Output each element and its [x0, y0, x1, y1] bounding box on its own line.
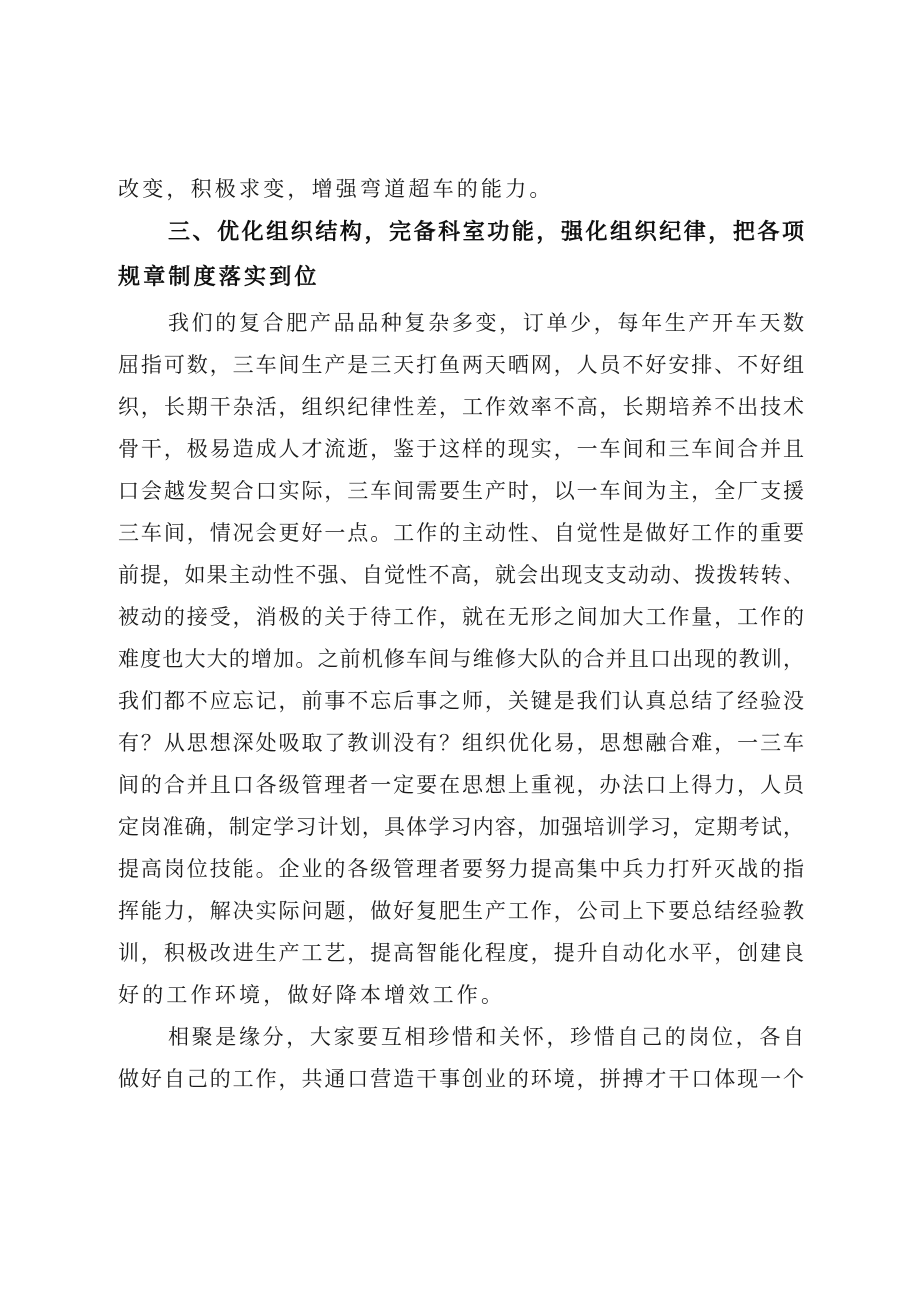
body-paragraph: [118, 302, 804, 1016]
text-line: 被动的接受，消极的关于待工作，就在无形之间加大工作量，工作的: [118, 605, 804, 629]
text-line: 训，积极改进生产工艺，提高智能化程度，提升自动化水平，创建良: [118, 941, 804, 965]
text-line: 骨干，极易造成人才流逝，鉴于这样的现实，一车间和三车间合并且: [118, 437, 804, 461]
heading-line: 规章制度落实到位: [118, 265, 320, 290]
text-line: 改变，积极求变，增强弯道超车的能力。: [118, 177, 554, 201]
text-line: 织，长期干杂活，组织纪律性差，工作效率不高，长期培养不出技术: [118, 395, 804, 419]
text-line: 前提，如果主动性不强、自觉性不高，就会出现支支动动、拨拨转转、: [118, 563, 804, 587]
body-paragraph: [118, 1016, 804, 1100]
text-line: 我们都不应忘记，前事不忘后事之师，关键是我们认真总结了经验没: [118, 689, 804, 713]
text-line: 相聚是缘分，大家要互相珍惜和关怀，珍惜自己的岗位，各自: [168, 1025, 804, 1049]
text-line: 好的工作环境，做好降本增效工作。: [118, 983, 506, 1007]
text-line: 我们的复合肥产品品种复杂多变，订单少，每年生产开车天数: [168, 311, 804, 335]
text-line: 挥能力，解决实际问题，做好复肥生产工作，公司上下要总结经验教: [118, 899, 804, 923]
text-line: 难度也大大的增加。之前机修车间与维修大队的合并且口出现的教训，: [118, 647, 804, 671]
text-line: 三车间，情况会更好一点。工作的主动性、自觉性是做好工作的重要: [118, 521, 804, 545]
section-heading: [118, 210, 804, 300]
text-line: 定岗准确，制定学习计划，具体学习内容，加强培训学习，定期考试，: [118, 815, 804, 839]
text-line: 屈指可数，三车间生产是三天打鱼两天晒网，人员不好安排、不好组: [118, 353, 804, 377]
text-line: 间的合并且口各级管理者一定要在思想上重视，办法口上得力，人员: [118, 773, 804, 797]
heading-line: 三、优化组织结构，完备科室功能，强化组织纪律，把各项: [168, 220, 804, 245]
text-line: 有？从思想深处吸取了教训没有？组织优化易，思想融合难，一三车: [118, 731, 804, 755]
text-line: 口会越发契合口实际，三车间需要生产时，以一车间为主，全厂支援: [118, 479, 804, 503]
text-line: 提高岗位技能。企业的各级管理者要努力提高集中兵力打歼灭战的指: [118, 857, 804, 881]
text-line: 做好自己的工作，共通口营造干事创业的环境，拼搏才干口体现一个: [118, 1067, 804, 1091]
document-page: [118, 168, 804, 1100]
paragraph-continuation: [118, 168, 804, 210]
